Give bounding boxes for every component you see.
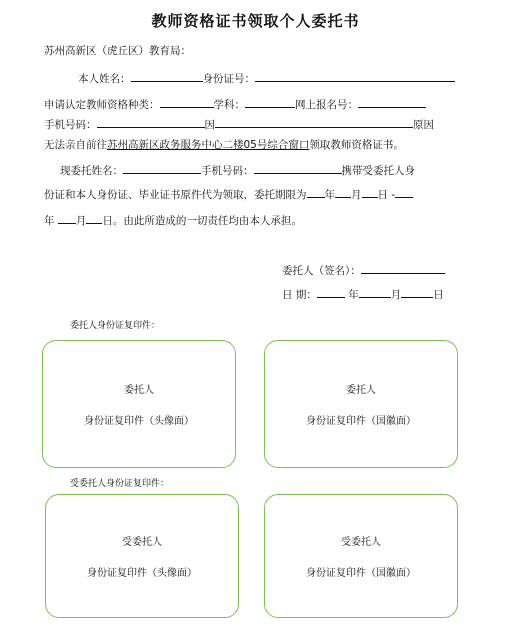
start-month-blank[interactable]: [335, 186, 351, 198]
end-month-blank[interactable]: [58, 212, 76, 224]
because-label: 因: [204, 119, 215, 131]
id-number-blank[interactable]: [255, 70, 455, 82]
delegate-name-blank[interactable]: [123, 162, 201, 174]
box-title: 受委托人: [122, 537, 162, 548]
box-title: 委托人: [346, 385, 376, 396]
subject-blank[interactable]: [245, 96, 295, 108]
place-text: 苏州高新区政务服务中心二楼05号综合窗口: [107, 139, 310, 151]
start-year-blank[interactable]: [307, 186, 325, 198]
start-day-label: 日: [377, 189, 388, 201]
period-dash: -: [391, 189, 396, 201]
subject-label: 学科：: [213, 99, 245, 111]
box-subtitle: 身份证复印件（国徽面）: [306, 416, 416, 427]
end-year-blank[interactable]: [395, 186, 413, 198]
row-phone-reason: [44, 116, 434, 132]
reg-label: 网上报名号：: [295, 99, 358, 111]
section-label-delegate: 受委托人身份证复印件：: [70, 479, 170, 489]
box-subtitle: 身份证复印件（国徽面）: [306, 568, 416, 579]
reason-label: 原因: [413, 119, 434, 131]
start-month-label: 月: [351, 189, 362, 201]
box-subtitle: 身份证复印件（头像面）: [87, 568, 197, 579]
period-text: 份证和本人身份证、毕业证书原件代为领取，委托期限为: [44, 189, 307, 201]
signature-label: 委托人（签名）：: [282, 265, 361, 277]
end-month-label: 月: [75, 215, 87, 227]
delegate-label: 现委托姓名：: [60, 165, 123, 177]
signature-blank[interactable]: [361, 262, 445, 274]
principal-id-back-box: [264, 340, 458, 468]
date-month-label: 月: [390, 289, 402, 301]
delegate-phone-label: 手机号码：: [201, 165, 254, 177]
date-year-label: 年: [348, 289, 359, 301]
delegate-phone-blank[interactable]: [254, 162, 342, 174]
delegate-id-back-box: [264, 494, 458, 618]
addressee: 苏州高新区（虎丘区）教育局：: [44, 45, 191, 57]
reason-blank[interactable]: [215, 116, 413, 128]
place-prefix: 无法亲自前往: [44, 139, 107, 151]
end-statement: 日。由此所造成的一切责任均由本人承担。: [102, 215, 302, 227]
row-type-subject-reg: [44, 96, 426, 112]
row-name-id: [78, 70, 455, 86]
row-place: [44, 138, 404, 152]
date-label: 日 期：: [282, 289, 317, 301]
phone-blank[interactable]: [97, 116, 205, 128]
phone-label: 手机号码：: [44, 119, 97, 131]
start-year-label: 年: [324, 189, 335, 201]
document-title: 教师资格证书领取个人委托书: [151, 12, 360, 30]
box-title: 受委托人: [341, 537, 381, 548]
box-title: 委托人: [124, 385, 154, 396]
type-blank[interactable]: [160, 96, 214, 108]
name-label: 本人姓名：: [78, 73, 131, 85]
row-period: [44, 186, 413, 202]
date-day-blank[interactable]: [401, 286, 433, 298]
section-label-principal: 委托人身份证复印件：: [70, 321, 161, 331]
delegate-id-front-box: [45, 494, 239, 618]
name-blank[interactable]: [131, 70, 203, 82]
row-delegate: [60, 162, 415, 178]
date-year-blank[interactable]: [317, 286, 345, 298]
id-label: 身份证号：: [202, 73, 255, 85]
date-month-blank[interactable]: [359, 286, 391, 298]
reg-number-blank[interactable]: [358, 96, 426, 108]
start-day-blank[interactable]: [362, 186, 378, 198]
place-suffix: 领取教师资格证书。: [309, 139, 404, 151]
end-day-blank[interactable]: [86, 212, 102, 224]
end-year-label: 年: [44, 215, 55, 227]
date-row: [282, 286, 444, 302]
carry-label: 携带受委托人身: [341, 165, 415, 177]
signature-row: [282, 262, 445, 278]
date-day-label: 日: [433, 289, 444, 301]
box-subtitle: 身份证复印件（头像面）: [84, 416, 194, 427]
type-label: 申请认定教师资格种类：: [44, 99, 160, 111]
row-period-end: [44, 212, 302, 228]
principal-id-front-box: [42, 340, 236, 468]
